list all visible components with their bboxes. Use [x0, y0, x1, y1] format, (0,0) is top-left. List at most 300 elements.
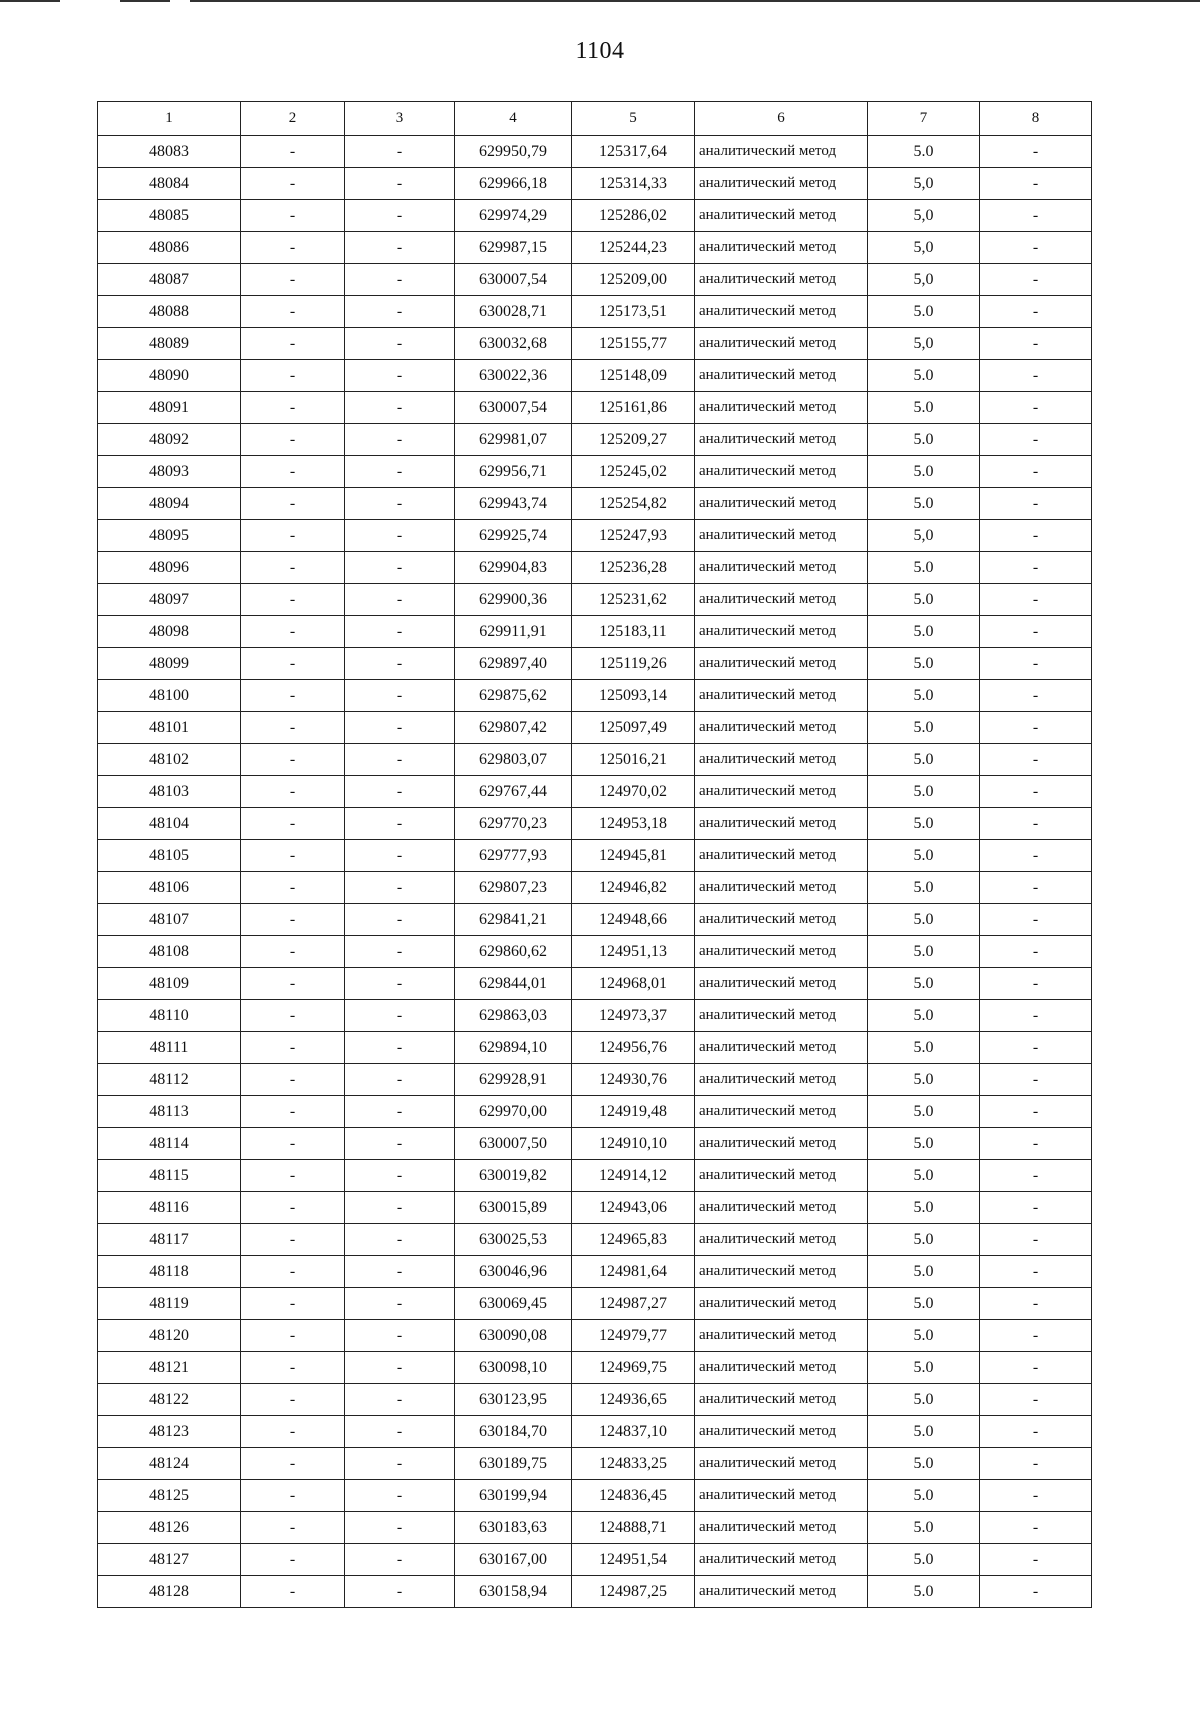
col2-cell: -: [241, 744, 345, 776]
method-cell: аналитический метод: [695, 360, 868, 392]
method-cell: аналитический метод: [695, 1160, 868, 1192]
method-cell: аналитический метод: [695, 264, 868, 296]
y-coordinate-cell: 125314,33: [572, 168, 695, 200]
col3-cell: -: [345, 1192, 455, 1224]
col8-cell: -: [980, 968, 1092, 1000]
y-coordinate-cell: 124987,25: [572, 1576, 695, 1608]
table-row: [98, 1544, 1092, 1576]
point-number-cell: 48118: [98, 1256, 241, 1288]
col2-cell: -: [241, 136, 345, 168]
method-cell: аналитический метод: [695, 1128, 868, 1160]
accuracy-cell: 5.0: [868, 1448, 980, 1480]
accuracy-cell: 5.0: [868, 1160, 980, 1192]
table-row: [98, 648, 1092, 680]
col3-cell: -: [345, 1480, 455, 1512]
col8-cell: -: [980, 456, 1092, 488]
table-row: [98, 1480, 1092, 1512]
y-coordinate-cell: 124833,25: [572, 1448, 695, 1480]
accuracy-cell: 5.0: [868, 1384, 980, 1416]
method-cell: аналитический метод: [695, 200, 868, 232]
col3-cell: -: [345, 584, 455, 616]
method-cell: аналитический метод: [695, 1256, 868, 1288]
x-coordinate-cell: 630184,70: [455, 1416, 572, 1448]
col8-cell: -: [980, 200, 1092, 232]
col8-cell: -: [980, 872, 1092, 904]
method-cell: аналитический метод: [695, 616, 868, 648]
y-coordinate-cell: 124969,75: [572, 1352, 695, 1384]
table-row: [98, 1192, 1092, 1224]
col2-cell: -: [241, 1448, 345, 1480]
col3-cell: -: [345, 424, 455, 456]
accuracy-cell: 5.0: [868, 1032, 980, 1064]
x-coordinate-cell: 629981,07: [455, 424, 572, 456]
method-cell: аналитический метод: [695, 1480, 868, 1512]
accuracy-cell: 5,0: [868, 168, 980, 200]
col2-cell: -: [241, 808, 345, 840]
x-coordinate-cell: 630167,00: [455, 1544, 572, 1576]
table-row: [98, 680, 1092, 712]
y-coordinate-cell: 124910,10: [572, 1128, 695, 1160]
point-number-cell: 48085: [98, 200, 241, 232]
y-coordinate-cell: 125254,82: [572, 488, 695, 520]
col8-cell: -: [980, 1416, 1092, 1448]
col2-cell: -: [241, 168, 345, 200]
table-row: [98, 1064, 1092, 1096]
col2-cell: -: [241, 1288, 345, 1320]
top-rule-segment: [120, 0, 170, 2]
method-cell: аналитический метод: [695, 296, 868, 328]
x-coordinate-cell: 629894,10: [455, 1032, 572, 1064]
col3-cell: -: [345, 616, 455, 648]
accuracy-cell: 5.0: [868, 1096, 980, 1128]
col3-cell: -: [345, 1320, 455, 1352]
y-coordinate-cell: 124970,02: [572, 776, 695, 808]
col2-cell: -: [241, 872, 345, 904]
col8-cell: -: [980, 648, 1092, 680]
accuracy-cell: 5.0: [868, 1288, 980, 1320]
col8-cell: -: [980, 1352, 1092, 1384]
col2-cell: -: [241, 328, 345, 360]
y-coordinate-cell: 125209,27: [572, 424, 695, 456]
col2-cell: -: [241, 1576, 345, 1608]
col2-cell: -: [241, 1320, 345, 1352]
col8-cell: -: [980, 1288, 1092, 1320]
method-cell: аналитический метод: [695, 136, 868, 168]
col8-cell: -: [980, 552, 1092, 584]
accuracy-cell: 5.0: [868, 584, 980, 616]
x-coordinate-cell: 629807,23: [455, 872, 572, 904]
method-cell: аналитический метод: [695, 552, 868, 584]
col8-cell: -: [980, 392, 1092, 424]
accuracy-cell: 5.0: [868, 968, 980, 1000]
col3-cell: -: [345, 552, 455, 584]
column-header: 8: [980, 102, 1092, 136]
table-row: [98, 168, 1092, 200]
accuracy-cell: 5.0: [868, 936, 980, 968]
col3-cell: -: [345, 1256, 455, 1288]
col2-cell: -: [241, 456, 345, 488]
col8-cell: -: [980, 1384, 1092, 1416]
table-row: [98, 1128, 1092, 1160]
y-coordinate-cell: 124888,71: [572, 1512, 695, 1544]
col2-cell: -: [241, 1096, 345, 1128]
col3-cell: -: [345, 488, 455, 520]
table-row: [98, 296, 1092, 328]
point-number-cell: 48119: [98, 1288, 241, 1320]
col3-cell: -: [345, 1224, 455, 1256]
point-number-cell: 48111: [98, 1032, 241, 1064]
col2-cell: -: [241, 1160, 345, 1192]
accuracy-cell: 5.0: [868, 552, 980, 584]
y-coordinate-cell: 125231,62: [572, 584, 695, 616]
y-coordinate-cell: 124837,10: [572, 1416, 695, 1448]
col2-cell: -: [241, 1000, 345, 1032]
col8-cell: -: [980, 808, 1092, 840]
y-coordinate-cell: 125173,51: [572, 296, 695, 328]
y-coordinate-cell: 124973,37: [572, 1000, 695, 1032]
col8-cell: -: [980, 1544, 1092, 1576]
col8-cell: -: [980, 1192, 1092, 1224]
col8-cell: -: [980, 136, 1092, 168]
accuracy-cell: 5.0: [868, 872, 980, 904]
point-number-cell: 48092: [98, 424, 241, 456]
point-number-cell: 48083: [98, 136, 241, 168]
col8-cell: -: [980, 936, 1092, 968]
x-coordinate-cell: 629966,18: [455, 168, 572, 200]
x-coordinate-cell: 630090,08: [455, 1320, 572, 1352]
table-row: [98, 1032, 1092, 1064]
table-row: [98, 1224, 1092, 1256]
x-coordinate-cell: 630022,36: [455, 360, 572, 392]
method-cell: аналитический метод: [695, 232, 868, 264]
accuracy-cell: 5.0: [868, 360, 980, 392]
x-coordinate-cell: 629841,21: [455, 904, 572, 936]
accuracy-cell: 5.0: [868, 1000, 980, 1032]
point-number-cell: 48084: [98, 168, 241, 200]
method-cell: аналитический метод: [695, 872, 868, 904]
point-number-cell: 48096: [98, 552, 241, 584]
method-cell: аналитический метод: [695, 1416, 868, 1448]
col2-cell: -: [241, 1064, 345, 1096]
table-row: [98, 1512, 1092, 1544]
y-coordinate-cell: 124945,81: [572, 840, 695, 872]
method-cell: аналитический метод: [695, 1544, 868, 1576]
point-number-cell: 48094: [98, 488, 241, 520]
method-cell: аналитический метод: [695, 1224, 868, 1256]
col2-cell: -: [241, 424, 345, 456]
point-number-cell: 48126: [98, 1512, 241, 1544]
col8-cell: -: [980, 1448, 1092, 1480]
point-number-cell: 48121: [98, 1352, 241, 1384]
table-row: [98, 904, 1092, 936]
method-cell: аналитический метод: [695, 744, 868, 776]
col2-cell: -: [241, 232, 345, 264]
method-cell: аналитический метод: [695, 1096, 868, 1128]
x-coordinate-cell: 629925,74: [455, 520, 572, 552]
accuracy-cell: 5.0: [868, 136, 980, 168]
col3-cell: -: [345, 1032, 455, 1064]
method-cell: аналитический метод: [695, 1064, 868, 1096]
col3-cell: -: [345, 200, 455, 232]
y-coordinate-cell: 124965,83: [572, 1224, 695, 1256]
table-row: [98, 1160, 1092, 1192]
point-number-cell: 48087: [98, 264, 241, 296]
col3-cell: -: [345, 1384, 455, 1416]
col3-cell: -: [345, 1448, 455, 1480]
col8-cell: -: [980, 1224, 1092, 1256]
col3-cell: -: [345, 296, 455, 328]
method-cell: аналитический метод: [695, 520, 868, 552]
method-cell: аналитический метод: [695, 1576, 868, 1608]
col2-cell: -: [241, 1256, 345, 1288]
column-header: 2: [241, 102, 345, 136]
col3-cell: -: [345, 968, 455, 1000]
col8-cell: -: [980, 360, 1092, 392]
col8-cell: -: [980, 904, 1092, 936]
x-coordinate-cell: 629928,91: [455, 1064, 572, 1096]
col8-cell: -: [980, 520, 1092, 552]
accuracy-cell: 5.0: [868, 1544, 980, 1576]
x-coordinate-cell: 630183,63: [455, 1512, 572, 1544]
col3-cell: -: [345, 648, 455, 680]
col2-cell: -: [241, 968, 345, 1000]
point-number-cell: 48104: [98, 808, 241, 840]
accuracy-cell: 5.0: [868, 1224, 980, 1256]
table-row: [98, 1576, 1092, 1608]
accuracy-cell: 5,0: [868, 232, 980, 264]
y-coordinate-cell: 125119,26: [572, 648, 695, 680]
table-row: [98, 456, 1092, 488]
point-number-cell: 48110: [98, 1000, 241, 1032]
col2-cell: -: [241, 1192, 345, 1224]
x-coordinate-cell: 629875,62: [455, 680, 572, 712]
col2-cell: -: [241, 1512, 345, 1544]
col3-cell: -: [345, 1096, 455, 1128]
y-coordinate-cell: 124948,66: [572, 904, 695, 936]
col3-cell: -: [345, 1576, 455, 1608]
point-number-cell: 48086: [98, 232, 241, 264]
y-coordinate-cell: 124951,13: [572, 936, 695, 968]
point-number-cell: 48123: [98, 1416, 241, 1448]
x-coordinate-cell: 630098,10: [455, 1352, 572, 1384]
x-coordinate-cell: 629900,36: [455, 584, 572, 616]
x-coordinate-cell: 630025,53: [455, 1224, 572, 1256]
y-coordinate-cell: 125244,23: [572, 232, 695, 264]
col2-cell: -: [241, 1416, 345, 1448]
x-coordinate-cell: 629974,29: [455, 200, 572, 232]
col8-cell: -: [980, 616, 1092, 648]
method-cell: аналитический метод: [695, 1384, 868, 1416]
col2-cell: -: [241, 584, 345, 616]
top-border-rule: [0, 0, 1200, 2]
y-coordinate-cell: 124987,27: [572, 1288, 695, 1320]
table-row: [98, 1096, 1092, 1128]
accuracy-cell: 5,0: [868, 520, 980, 552]
y-coordinate-cell: 125245,02: [572, 456, 695, 488]
col3-cell: -: [345, 392, 455, 424]
method-cell: аналитический метод: [695, 680, 868, 712]
table-row: [98, 424, 1092, 456]
point-number-cell: 48108: [98, 936, 241, 968]
method-cell: аналитический метод: [695, 904, 868, 936]
x-coordinate-cell: 630199,94: [455, 1480, 572, 1512]
column-header: 3: [345, 102, 455, 136]
point-number-cell: 48103: [98, 776, 241, 808]
col8-cell: -: [980, 168, 1092, 200]
col2-cell: -: [241, 1128, 345, 1160]
x-coordinate-cell: 629770,23: [455, 808, 572, 840]
method-cell: аналитический метод: [695, 840, 868, 872]
col2-cell: -: [241, 1352, 345, 1384]
x-coordinate-cell: 629844,01: [455, 968, 572, 1000]
col3-cell: -: [345, 872, 455, 904]
table-row: [98, 264, 1092, 296]
col3-cell: -: [345, 1416, 455, 1448]
table-body: [98, 136, 1092, 1608]
col3-cell: -: [345, 840, 455, 872]
column-header: 7: [868, 102, 980, 136]
x-coordinate-cell: 629897,40: [455, 648, 572, 680]
table-row: [98, 872, 1092, 904]
col2-cell: -: [241, 1544, 345, 1576]
col3-cell: -: [345, 936, 455, 968]
accuracy-cell: 5.0: [868, 1512, 980, 1544]
col3-cell: -: [345, 136, 455, 168]
point-number-cell: 48115: [98, 1160, 241, 1192]
method-cell: аналитический метод: [695, 1448, 868, 1480]
accuracy-cell: 5.0: [868, 488, 980, 520]
point-number-cell: 48089: [98, 328, 241, 360]
method-cell: аналитический метод: [695, 392, 868, 424]
x-coordinate-cell: 630046,96: [455, 1256, 572, 1288]
x-coordinate-cell: 630123,95: [455, 1384, 572, 1416]
point-number-cell: 48097: [98, 584, 241, 616]
col2-cell: -: [241, 200, 345, 232]
y-coordinate-cell: 125286,02: [572, 200, 695, 232]
accuracy-cell: 5.0: [868, 1576, 980, 1608]
col2-cell: -: [241, 840, 345, 872]
table-row: [98, 776, 1092, 808]
col3-cell: -: [345, 712, 455, 744]
y-coordinate-cell: 125148,09: [572, 360, 695, 392]
y-coordinate-cell: 125161,86: [572, 392, 695, 424]
point-number-cell: 48117: [98, 1224, 241, 1256]
column-header: 4: [455, 102, 572, 136]
y-coordinate-cell: 125183,11: [572, 616, 695, 648]
col3-cell: -: [345, 264, 455, 296]
y-coordinate-cell: 125247,93: [572, 520, 695, 552]
col2-cell: -: [241, 520, 345, 552]
accuracy-cell: 5.0: [868, 1320, 980, 1352]
method-cell: аналитический метод: [695, 1512, 868, 1544]
accuracy-cell: 5.0: [868, 1064, 980, 1096]
col8-cell: -: [980, 1096, 1092, 1128]
col8-cell: -: [980, 264, 1092, 296]
x-coordinate-cell: 630007,50: [455, 1128, 572, 1160]
col2-cell: -: [241, 680, 345, 712]
col2-cell: -: [241, 1032, 345, 1064]
x-coordinate-cell: 629777,93: [455, 840, 572, 872]
method-cell: аналитический метод: [695, 424, 868, 456]
method-cell: аналитический метод: [695, 168, 868, 200]
col3-cell: -: [345, 904, 455, 936]
table-row: [98, 616, 1092, 648]
point-number-cell: 48112: [98, 1064, 241, 1096]
point-number-cell: 48098: [98, 616, 241, 648]
col8-cell: -: [980, 424, 1092, 456]
y-coordinate-cell: 124951,54: [572, 1544, 695, 1576]
column-header: 5: [572, 102, 695, 136]
method-cell: аналитический метод: [695, 776, 868, 808]
point-number-cell: 48090: [98, 360, 241, 392]
x-coordinate-cell: 629950,79: [455, 136, 572, 168]
col3-cell: -: [345, 744, 455, 776]
table-row: [98, 1352, 1092, 1384]
top-rule-segment: [0, 0, 60, 2]
col8-cell: -: [980, 1000, 1092, 1032]
table-row: [98, 712, 1092, 744]
point-number-cell: 48127: [98, 1544, 241, 1576]
x-coordinate-cell: 630019,82: [455, 1160, 572, 1192]
point-number-cell: 48099: [98, 648, 241, 680]
point-number-cell: 48091: [98, 392, 241, 424]
x-coordinate-cell: 629863,03: [455, 1000, 572, 1032]
y-coordinate-cell: 124936,65: [572, 1384, 695, 1416]
col3-cell: -: [345, 1544, 455, 1576]
table-row: [98, 936, 1092, 968]
x-coordinate-cell: 630069,45: [455, 1288, 572, 1320]
method-cell: аналитический метод: [695, 648, 868, 680]
table-row: [98, 584, 1092, 616]
accuracy-cell: 5.0: [868, 424, 980, 456]
col2-cell: -: [241, 552, 345, 584]
table-row: [98, 1448, 1092, 1480]
col8-cell: -: [980, 744, 1092, 776]
x-coordinate-cell: 629987,15: [455, 232, 572, 264]
y-coordinate-cell: 125093,14: [572, 680, 695, 712]
y-coordinate-cell: 125209,00: [572, 264, 695, 296]
col8-cell: -: [980, 1512, 1092, 1544]
table-header-row: [98, 102, 1092, 136]
y-coordinate-cell: 124914,12: [572, 1160, 695, 1192]
y-coordinate-cell: 124953,18: [572, 808, 695, 840]
col2-cell: -: [241, 1384, 345, 1416]
table-row: [98, 328, 1092, 360]
accuracy-cell: 5.0: [868, 680, 980, 712]
table-row: [98, 1416, 1092, 1448]
method-cell: аналитический метод: [695, 1032, 868, 1064]
y-coordinate-cell: 124930,76: [572, 1064, 695, 1096]
col8-cell: -: [980, 1160, 1092, 1192]
method-cell: аналитический метод: [695, 808, 868, 840]
y-coordinate-cell: 124946,82: [572, 872, 695, 904]
y-coordinate-cell: 124943,06: [572, 1192, 695, 1224]
accuracy-cell: 5.0: [868, 808, 980, 840]
table-row: [98, 1384, 1092, 1416]
accuracy-cell: 5,0: [868, 328, 980, 360]
point-number-cell: 48100: [98, 680, 241, 712]
col2-cell: -: [241, 776, 345, 808]
y-coordinate-cell: 124919,48: [572, 1096, 695, 1128]
table-row: [98, 520, 1092, 552]
point-number-cell: 48120: [98, 1320, 241, 1352]
col8-cell: -: [980, 1480, 1092, 1512]
method-cell: аналитический метод: [695, 712, 868, 744]
accuracy-cell: 5,0: [868, 200, 980, 232]
coordinates-table: [97, 101, 1092, 1608]
table-row: [98, 1288, 1092, 1320]
col2-cell: -: [241, 904, 345, 936]
